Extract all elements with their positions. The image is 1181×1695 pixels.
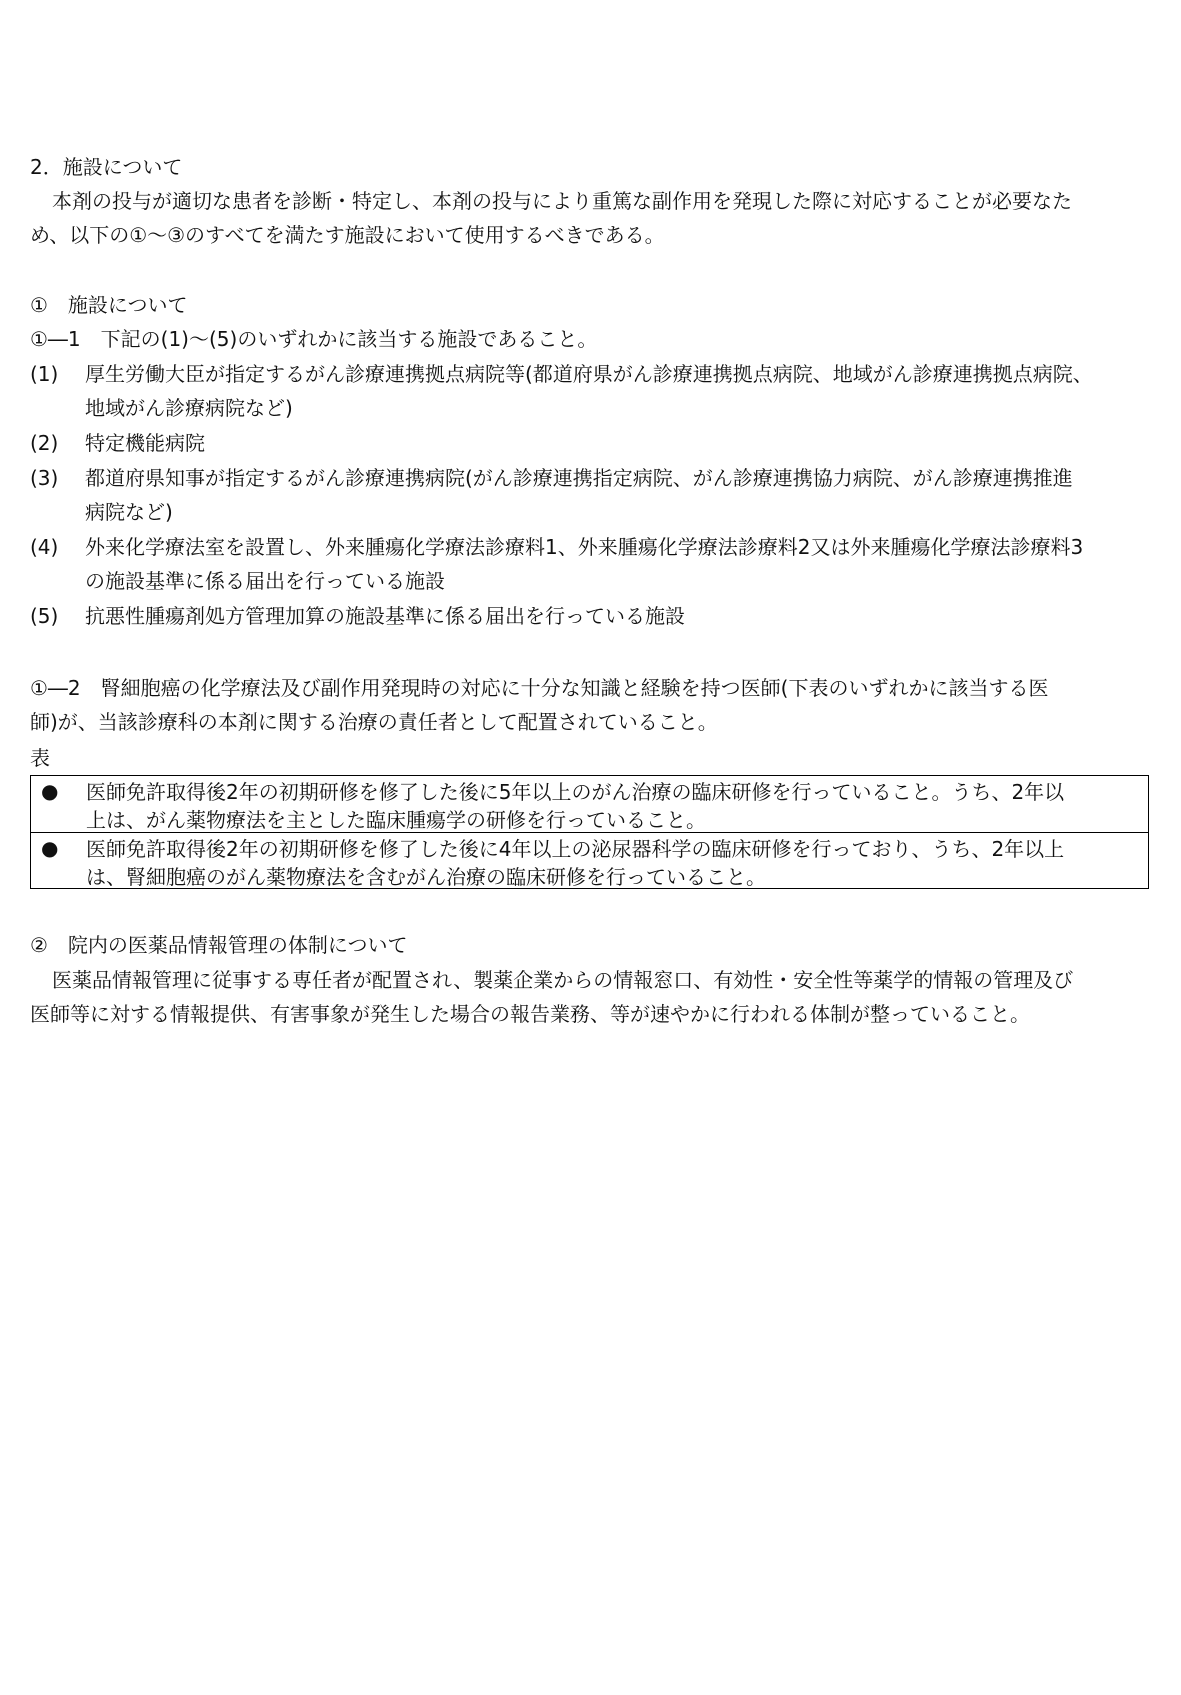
table-row bbox=[31, 833, 1148, 889]
facility-item-5-line-1: 抗悪性腫瘍剤処方管理加算の施設基準に係る届出を行っている施設 bbox=[85, 604, 685, 628]
table-row-text bbox=[86, 835, 1140, 891]
facility-item-4-line-1: 外来化学療法室を設置し、外来腫瘍化学療法診療料1、外来腫瘍化学療法診療料2又は外来腫瘍化学療法診療料3 bbox=[85, 535, 1084, 559]
facility-item-2-line-1: 特定機能病院 bbox=[85, 431, 205, 455]
facility-heading: ① 施設について bbox=[30, 293, 188, 317]
bullet-icon: ● bbox=[41, 836, 59, 860]
facility-item-1-line-1: 厚生労働大臣が指定するがん診療連携拠点病院等(都道府県がん診療連携拠点病院、地域がん診療連携拠点病院、 bbox=[85, 362, 1093, 386]
section2-body-line-2: 医師等に対する情報提供、有害事象が発生した場合の報告業務、等が速やかに行われる体制が整っていること。 bbox=[30, 1002, 1030, 1026]
facility-item-4-number: (4) bbox=[30, 535, 59, 559]
facility-item-2-number: (2) bbox=[30, 431, 59, 455]
table-label: 表 bbox=[30, 746, 50, 770]
section-title: 2．施設について bbox=[30, 155, 183, 179]
intro-line-2: め、以下の①～③のすべてを満たす施設において使用するべきである。 bbox=[30, 223, 665, 247]
facility-item-3-number: (3) bbox=[30, 466, 59, 490]
facility-item-3-line-2: 病院など) bbox=[85, 500, 173, 524]
sub2-line-2: 師)が、当該診療科の本剤に関する治療の責任者として配置されていること。 bbox=[30, 710, 718, 734]
table-row-text bbox=[86, 778, 1140, 834]
facility-item-3-line-1: 都道府県知事が指定するがん診療連携病院(がん診療連携指定病院、がん診療連携協力病院、がん診療連携推進 bbox=[85, 466, 1073, 490]
facility-item-5-number: (5) bbox=[30, 604, 59, 628]
sub1-heading: ①―1 下記の(1)～(5)のいずれかに該当する施設であること。 bbox=[30, 327, 598, 351]
section2-body-line-1: 医薬品情報管理に従事する専任者が配置され、製薬企業からの情報窓口、有効性・安全性等薬学的情報の管理及び bbox=[52, 968, 1074, 992]
sub2-line-1: ①―2 腎細胞癌の化学療法及び副作用発現時の対応に十分な知識と経験を持つ医師(下表のいずれかに該当する医 bbox=[30, 676, 1049, 700]
table-row-2-line-2: は、腎細胞癌のがん薬物療法を含むがん治療の臨床研修を行っていること。 bbox=[86, 865, 766, 889]
facility-item-1-number: (1) bbox=[30, 362, 59, 386]
table-row-1-line-1: 医師免許取得後2年の初期研修を修了した後に5年以上のがん治療の臨床研修を行っていること。うち、2年以 bbox=[86, 780, 1065, 804]
bullet-icon: ● bbox=[41, 779, 59, 803]
intro-line-1: 本剤の投与が適切な患者を診断・特定し、本剤の投与により重篤な副作用を発現した際に対応することが必要なた bbox=[52, 189, 1072, 213]
table-row-1-line-2: 上は、がん薬物療法を主とした臨床腫瘍学の研修を行っていること。 bbox=[86, 808, 706, 832]
table-row-2-line-1: 医師免許取得後2年の初期研修を修了した後に4年以上の泌尿器科学の臨床研修を行っており、うち、2年以上 bbox=[86, 837, 1065, 861]
requirements-table bbox=[30, 775, 1149, 889]
table-row bbox=[31, 776, 1148, 833]
section2-heading: ② 院内の医薬品情報管理の体制について bbox=[30, 933, 408, 957]
facility-item-4-line-2: の施設基準に係る届出を行っている施設 bbox=[85, 569, 445, 593]
facility-item-1-line-2: 地域がん診療病院など) bbox=[85, 396, 293, 420]
